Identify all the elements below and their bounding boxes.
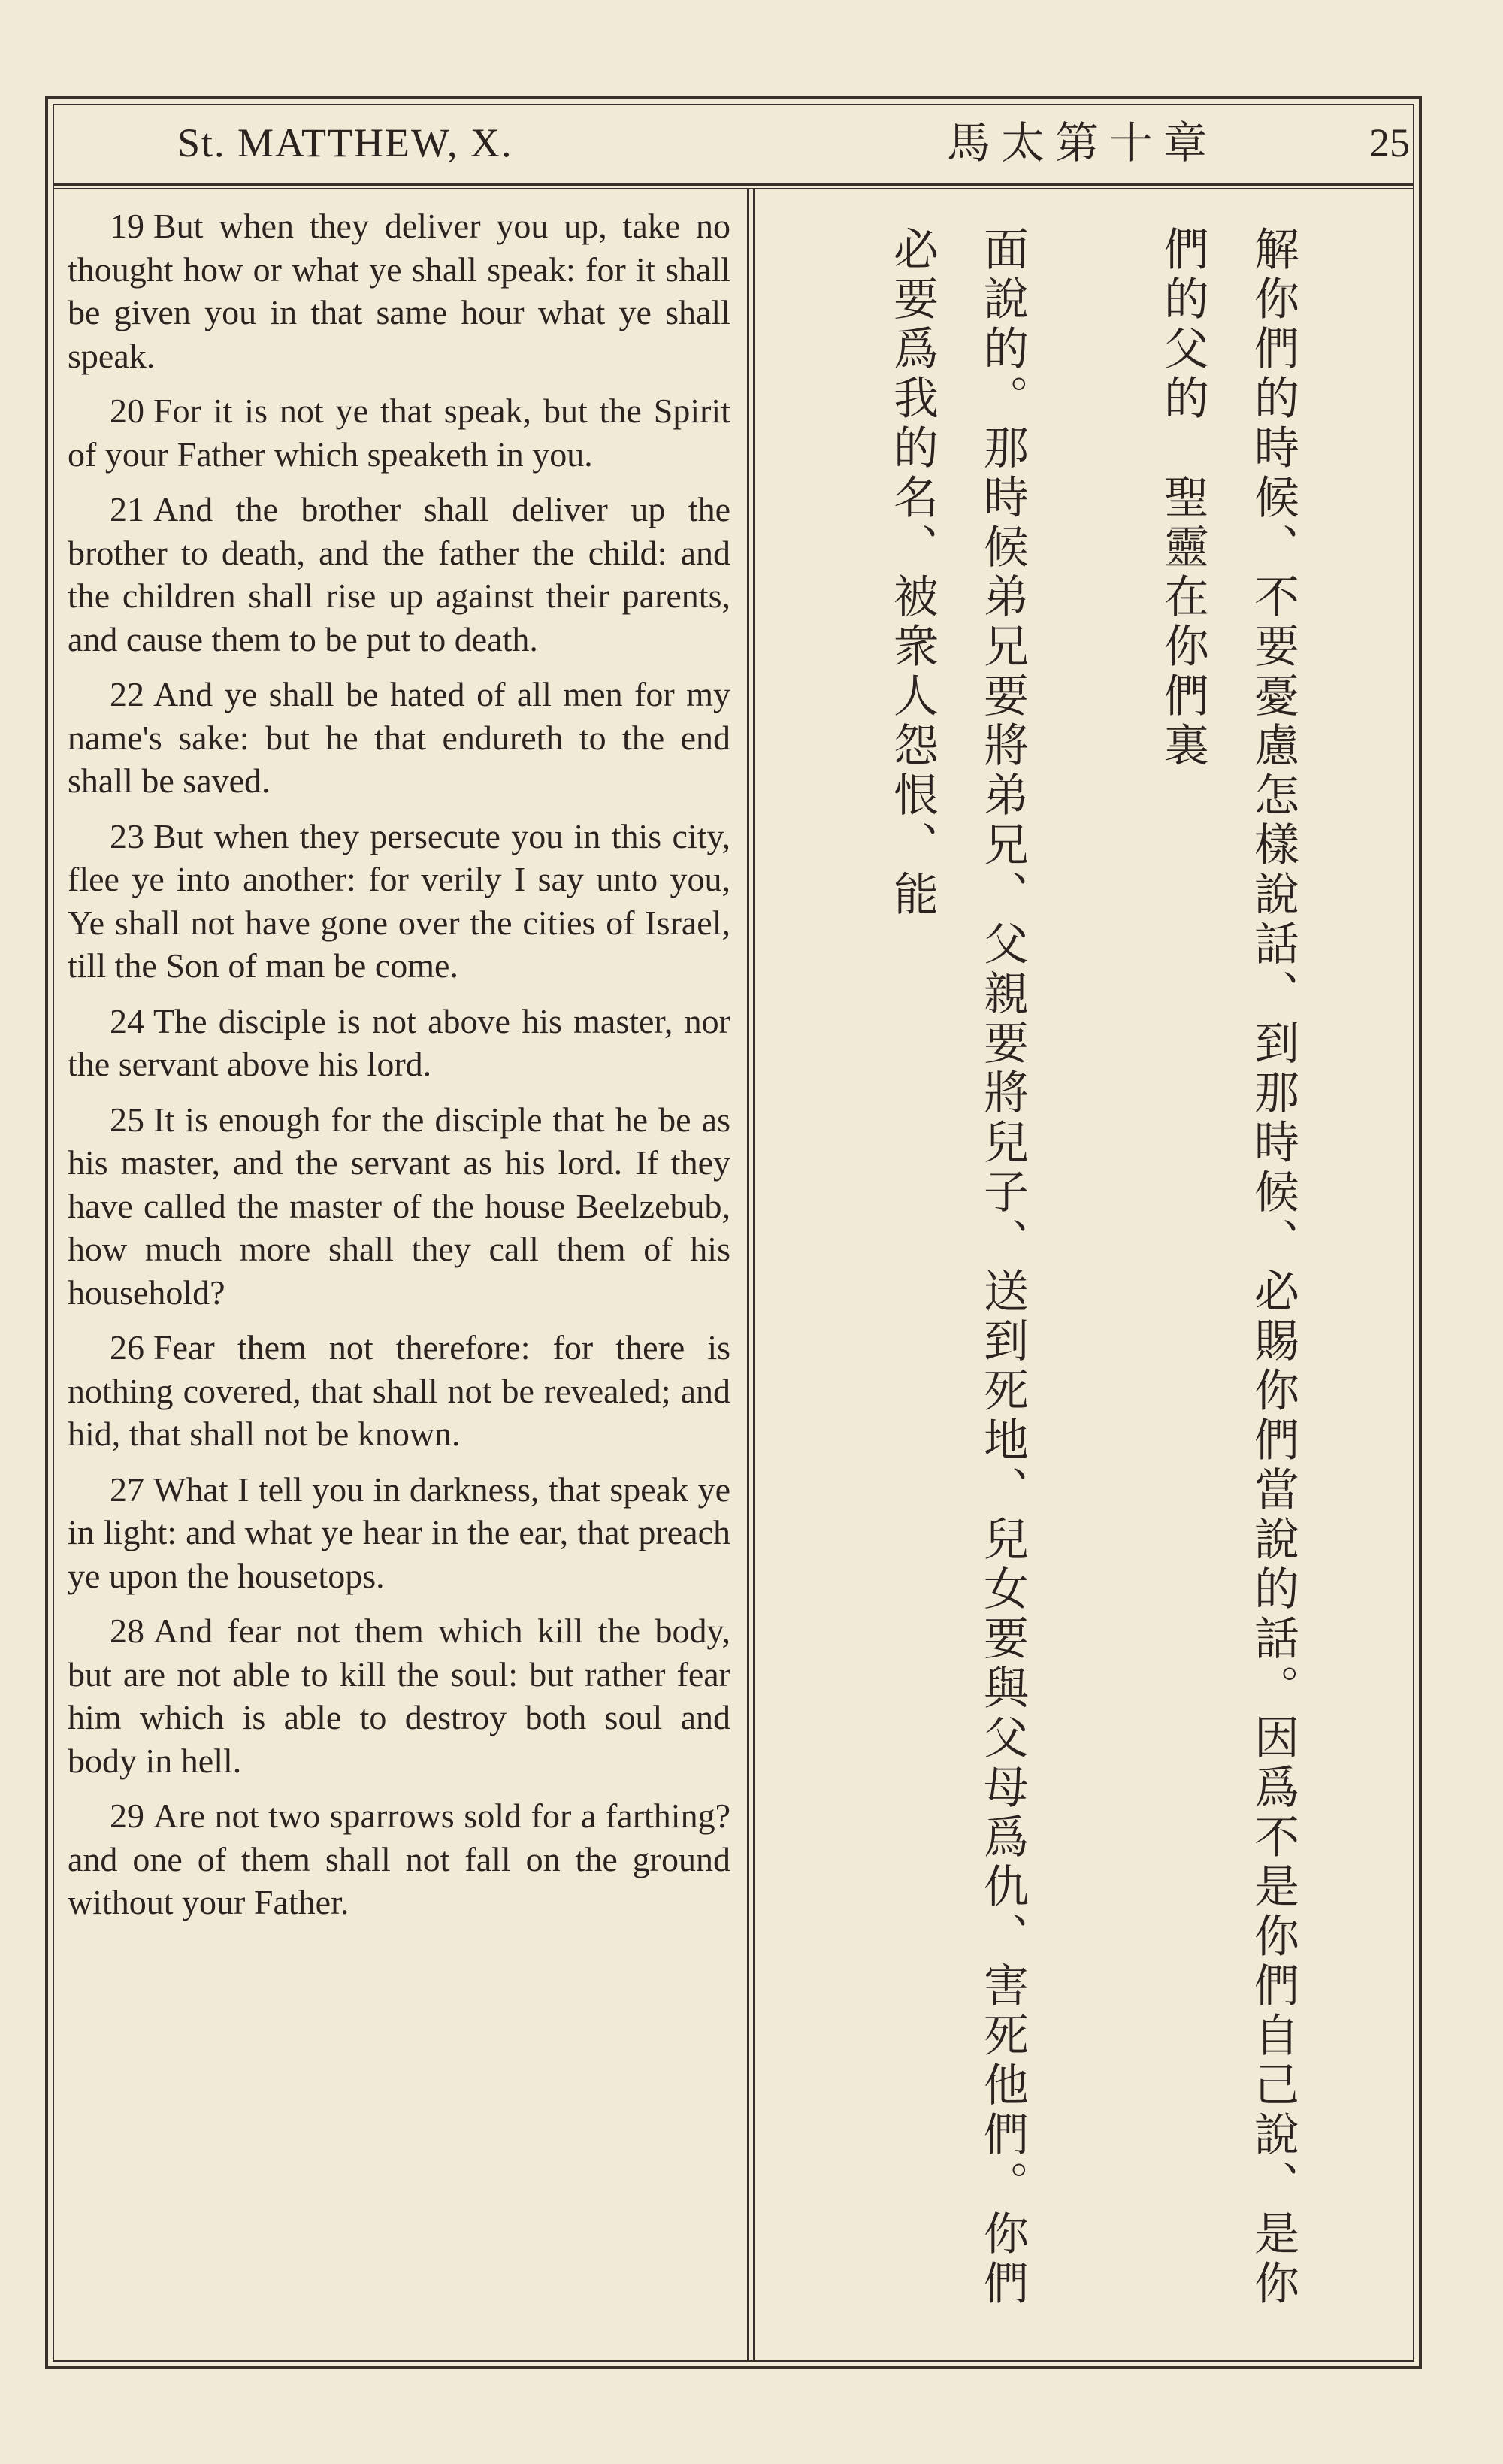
page-number: 25 — [1369, 120, 1410, 165]
header-rule — [53, 183, 1414, 186]
chinese-line: 解你們的時候、不要憂慮怎樣說話、到那時候、必賜你們當說的話。因爲不是你們自己說、是你們的父的 聖靈在你們裏 — [1157, 226, 1299, 2309]
chinese-running-title: 馬太第十章 — [947, 117, 1218, 168]
verse-number: 24 — [110, 1001, 144, 1040]
verse-number: 21 — [110, 490, 144, 528]
verse-text: But when they deliver you up, take no thought how or what ye shall speak: for it shall be given you in that same hour what ye shall speak. — [68, 207, 730, 375]
verse-number: 26 — [110, 1328, 144, 1367]
verse-text: It is enough for the disciple that he be as his master, and the servant as his lord. If they have called the master of the house Beelzebub, how much more shall they call them of his household? — [68, 1100, 730, 1312]
verse-28 — [68, 1609, 730, 1782]
verse-19 — [68, 204, 730, 377]
verse-22 — [68, 673, 730, 803]
verse-23 — [68, 815, 730, 988]
verse-27 — [68, 1468, 730, 1598]
verse-text: But when they persecute you in this city, flee ye into another: for verily I say unto you, Ye shall not have gone over the cities of Israel, till the Son of man be come. — [68, 816, 730, 985]
column-divider — [747, 189, 749, 2362]
verse-text: For it is not ye that speak, but the Spirit of your Father which speaketh in you. — [68, 392, 730, 474]
verse-number: 19 — [110, 207, 144, 245]
verse-21 — [68, 488, 730, 661]
verse-number: 27 — [110, 1470, 144, 1509]
verse-text: Fear them not therefore: for there is nothing covered, that shall not be revealed; and hid, that shall not be known. — [68, 1328, 730, 1453]
verse-number: 29 — [110, 1797, 144, 1835]
verse-text: And fear not them which kill the body, but are not able to kill the soul: but rather fear him which is able to destroy both soul and body in hell. — [68, 1612, 730, 1780]
verse-20 — [68, 389, 730, 476]
chinese-line — [773, 226, 777, 2330]
english-running-title: St. MATTHEW, X. — [177, 120, 513, 165]
english-column — [68, 204, 730, 1936]
verse-text: And ye shall be hated of all men for my name's sake: but he that endureth to the end shall be saved. — [68, 675, 730, 800]
verse-text: The disciple is not above his master, nor the servant above his lord. — [68, 1001, 730, 1083]
verse-number: 28 — [110, 1612, 144, 1650]
verse-number: 22 — [110, 675, 144, 713]
verse-text: And the brother shall deliver up the brother to death, and the father the child: and the children shall rise up against their parents, and cause them to be put to death. — [68, 490, 730, 658]
verse-29 — [68, 1794, 730, 1924]
verse-text: Are not two sparrows sold for a farthing? and one of them shall not fall on the ground without your Father. — [68, 1797, 730, 1921]
verse-number: 20 — [110, 392, 144, 430]
verse-text: What I tell you in darkness, that speak ye in light: and what ye hear in the ear, that preach ye upon the housetops. — [68, 1470, 730, 1595]
chinese-column — [773, 226, 1408, 2330]
verse-25 — [68, 1098, 730, 1315]
verse-number: 23 — [110, 816, 144, 855]
verse-24 — [68, 1000, 730, 1086]
column-divider-thin — [753, 189, 755, 2362]
header-rule-thin — [53, 188, 1414, 189]
verse-26 — [68, 1326, 730, 1456]
verse-number: 25 — [110, 1100, 144, 1139]
chinese-line: 面說的。那時候弟兄要將弟兄、父親要將兒子、送到死地、兒女要與父母爲仇、害死他們。你們必要爲我的名、被衆人怨恨、能 — [886, 226, 1029, 2309]
